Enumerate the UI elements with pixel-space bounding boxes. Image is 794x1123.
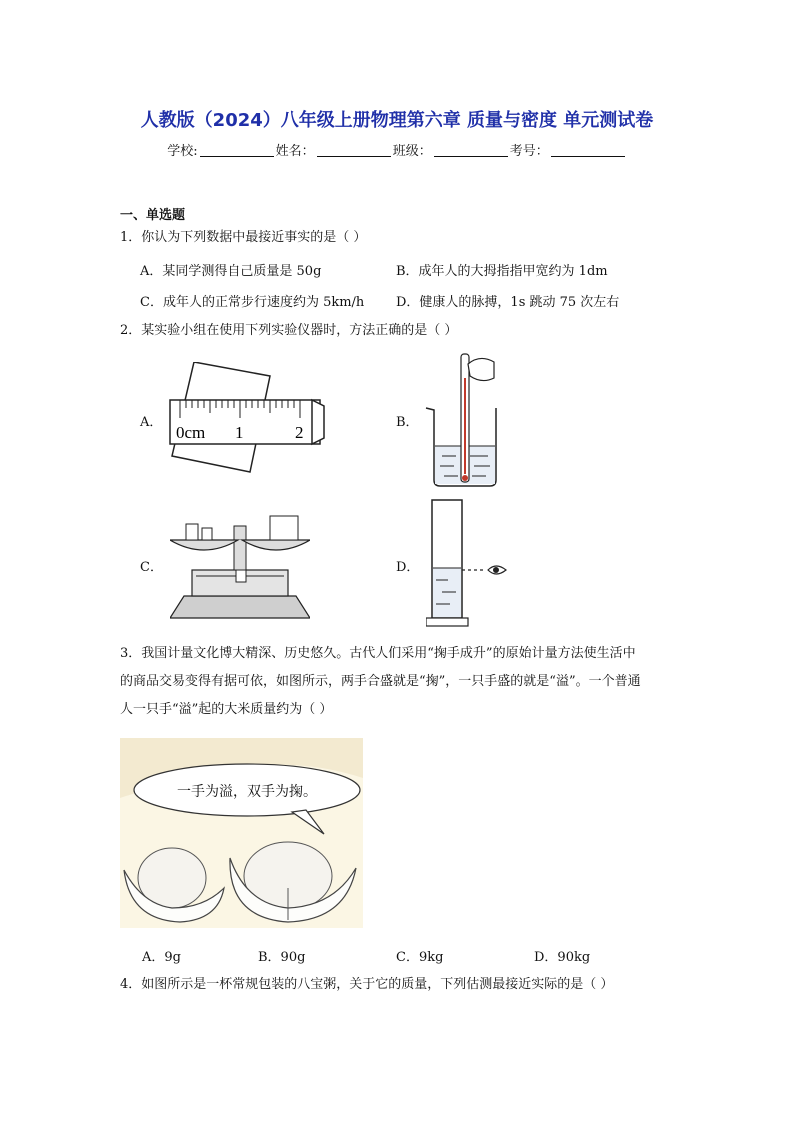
ruler-figure bbox=[166, 362, 328, 474]
cylinder-base bbox=[426, 618, 468, 626]
q2-stem: 2．某实验小组在使用下列实验仪器时，方法正确的是（ ） bbox=[120, 323, 458, 338]
q3-line-1: 3．我国计量文化博大精深、历史悠久。古代人们采用“掬手成升”的原始计量方法使生活中 bbox=[120, 646, 636, 661]
q3-option-d: D．90kg bbox=[534, 950, 591, 965]
right-pan bbox=[242, 540, 310, 550]
q3-stem bbox=[120, 640, 680, 724]
hand-icon bbox=[468, 358, 494, 380]
school-blank bbox=[200, 144, 274, 157]
ruler-label-0: 0cm bbox=[176, 423, 206, 442]
name-blank bbox=[317, 144, 391, 157]
q3-option-b: B．90g bbox=[258, 950, 306, 965]
left-pan bbox=[170, 540, 238, 550]
q3-option-a: A．9g bbox=[142, 950, 181, 965]
q2-label-a: A． bbox=[140, 415, 163, 430]
number-blank bbox=[551, 144, 625, 157]
q2-label-c: C． bbox=[140, 560, 163, 575]
page-title: 人教版（2024）八年级上册物理第六章 质量与密度 单元测试卷 bbox=[140, 110, 654, 131]
q2-label-d: D． bbox=[396, 560, 420, 575]
hands-illustration bbox=[120, 738, 363, 928]
balance-figure bbox=[170, 512, 310, 620]
hands-photo bbox=[120, 738, 363, 928]
object-cube bbox=[270, 516, 298, 540]
ruler-end bbox=[312, 400, 324, 444]
q1-option-c: C．成年人的正常步行速度约为 5km/h bbox=[140, 295, 365, 310]
weight-2 bbox=[202, 528, 212, 540]
bubble-text: 一手为溢，双手为掬。 bbox=[177, 784, 317, 800]
q3-line-2: 的商品交易变得有据可依，如图所示，两手合盛就是“掬”，一只手盛的就是“溢”。一个普通 bbox=[120, 674, 641, 689]
ruler-label-1: 1 bbox=[235, 423, 244, 442]
q4-stem: 4．如图所示是一杯常规包装的八宝粥，关于它的质量，下列估测最接近实际的是（ ） bbox=[120, 977, 614, 992]
balance-base bbox=[170, 596, 310, 618]
school-label: 学校: bbox=[167, 144, 198, 159]
ruler-label-2: 2 bbox=[295, 423, 304, 442]
class-blank bbox=[434, 144, 508, 157]
thermometer-beaker-figure bbox=[422, 348, 508, 488]
weight-1 bbox=[186, 524, 198, 540]
q3-line-3: 人一只手“溢”起的大米质量约为（ ） bbox=[120, 702, 333, 717]
q1-stem: 1．你认为下列数据中最接近事实的是（ ） bbox=[120, 230, 367, 245]
class-label: 班级： bbox=[392, 144, 432, 159]
q1-option-d: D．健康人的脉搏，1s 跳动 75 次左右 bbox=[396, 295, 620, 310]
thermometer-bulb bbox=[462, 475, 468, 481]
q3-option-c: C．9kg bbox=[396, 950, 444, 965]
section-heading: 一、单选题 bbox=[120, 208, 186, 223]
q1-option-a: A．某同学测得自己质量是 50g bbox=[140, 264, 322, 279]
student-info-line bbox=[0, 140, 794, 159]
balance-pillar bbox=[234, 526, 246, 570]
cylinder-figure bbox=[426, 498, 512, 628]
number-label: 考号： bbox=[509, 144, 549, 159]
q1-option-b: B．成年人的大拇指指甲宽约为 1dm bbox=[396, 264, 608, 279]
q2-label-b: B． bbox=[396, 415, 419, 430]
name-label: 姓名： bbox=[275, 144, 315, 159]
